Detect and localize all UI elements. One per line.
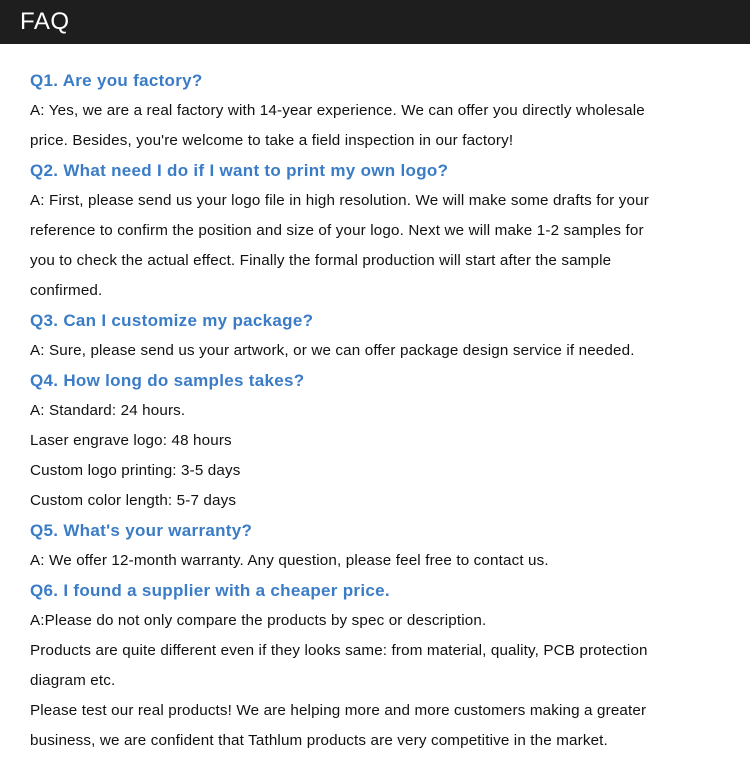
faq-answer-3-line-1: A: Sure, please send us your artwork, or we can offer package design service if needed. bbox=[30, 342, 635, 359]
faq-answer-2-line-2: reference to confirm the position and size of your logo. Next we will make 1-2 samples for bbox=[30, 222, 644, 239]
faq-answer-6-line-4: Please test our real products! We are helping more and more customers making a greater bbox=[30, 702, 647, 719]
faq-answer-2-line-1: A: First, please send us your logo file in high resolution. We will make some drafts for your bbox=[30, 192, 649, 209]
faq-answer-2-line-4: confirmed. bbox=[30, 282, 103, 299]
faq-question-5: Q5. What's your warranty? bbox=[30, 521, 253, 540]
faq-question-4: Q4. How long do samples takes? bbox=[30, 371, 305, 390]
page-title: FAQ bbox=[20, 8, 70, 35]
faq-answer-1-line-1: A: Yes, we are a real factory with 14-year experience. We can offer you directly wholesale bbox=[30, 102, 645, 119]
faq-answer-5-line-1: A: We offer 12-month warranty. Any question, please feel free to contact us. bbox=[30, 552, 549, 569]
faq-answer-4-line-2: Laser engrave logo: 48 hours bbox=[30, 432, 232, 449]
faq-answer-6-line-3: diagram etc. bbox=[30, 672, 116, 689]
faq-question-6: Q6. I found a supplier with a cheaper price. bbox=[30, 581, 390, 600]
faq-question-3: Q3. Can I customize my package? bbox=[30, 311, 314, 330]
faq-answer-1-line-2: price. Besides, you're welcome to take a field inspection in our factory! bbox=[30, 132, 514, 149]
faq-question-2: Q2. What need I do if I want to print my own logo? bbox=[30, 161, 449, 180]
faq-answer-6-line-5: business, we are confident that Tathlum products are very competitive in the market. bbox=[30, 732, 608, 749]
faq-answer-2-line-3: you to check the actual effect. Finally the formal production will start after the sample bbox=[30, 252, 612, 269]
faq-answer-4-line-3: Custom logo printing: 3-5 days bbox=[30, 462, 241, 479]
faq-question-1: Q1. Are you factory? bbox=[30, 71, 203, 90]
faq-list bbox=[30, 66, 730, 756]
faq-answer-6-line-2: Products are quite different even if they looks same: from material, quality, PCB protection bbox=[30, 642, 648, 659]
faq-answer-4-line-4: Custom color length: 5-7 days bbox=[30, 492, 237, 509]
faq-answer-6-line-1: A:Please do not only compare the products by spec or description. bbox=[30, 612, 487, 629]
faq-header-bar bbox=[0, 0, 750, 44]
faq-answer-4-line-1: A: Standard: 24 hours. bbox=[30, 402, 186, 419]
